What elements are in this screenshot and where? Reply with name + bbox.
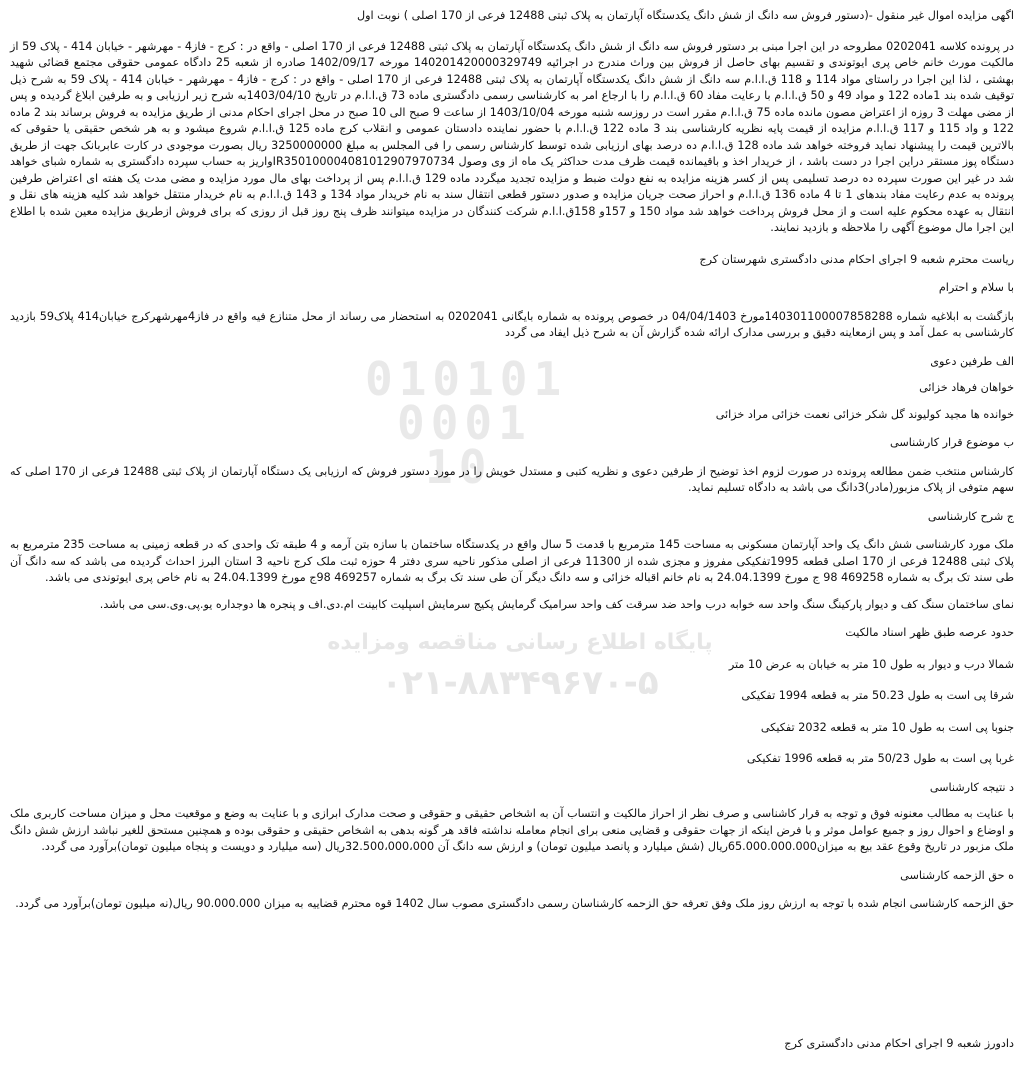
signature-line: دادورز شعبه 9 اجرای احکام مدنی دادگستری کرج — [784, 1037, 1014, 1050]
defendants: خوانده ها مجید کولیوند گل شکر خزائی نعمت خزائی مراد خزائی — [715, 407, 1014, 421]
building-specs: نمای ساختمان سنگ کف و دیوار پارکینگ سنگ واحد سه خوابه درب واحد ضد سرقت کف واحد سرامیک گرمایش پکیج سرمایش اسپلیت کابینت ام.دی.اف و پنجره ها دوجداره یو.پی.وی.سی می باشد. — [99, 597, 1014, 611]
fee-paragraph: حق الزحمه کارشناسی انجام شده با توجه به ارزش روز ملک وفق تعرفه حق الزحمه کارشناسان رسمی دادگستری مصوب سال 1402 قوه محترم قضاییه به میزان 90.000.000 ریال(نه میلیون تومان)برآورد می گردد. — [15, 897, 1014, 910]
section-parties-heading: الف طرفین دعوی — [930, 354, 1014, 368]
boundary-south: جنوبا پی است به طول 10 متر به قطعه 2032 تفکیکی — [760, 720, 1014, 734]
watermark-phone: ۰۲۱-۸۸۳۴۹۶۷۰-۵ — [381, 663, 659, 703]
document-content — [10, 8, 1014, 913]
boundary-east: شرقا پی است به طول 50.23 متر به قطعه 1994 تفکیکی — [741, 689, 1014, 702]
section-fee-heading: ه حق الزحمه کارشناسی — [900, 868, 1014, 882]
section-subject-heading: ب موضوع قرار کارشناسی — [890, 436, 1014, 449]
greeting: با سلام و احترام — [938, 281, 1014, 294]
description-paragraph: ملک مورد کارشناسی شش دانگ یک واحد آپارتمان مسکونی به مساحت 145 مترمربع با قدمت 5 سال واقع در یکدستگاه ساختمان با سازه بتن آرمه و 4 طبقه تک واحدی که در قطعه زمینی به مساحت 235 مترمربع به پلاک ثبتی 12488 فرعی از 170 اصلی قطعه 1995تفکیکی مفروز و مجزی شده از 11300 فرعی از اصلی مذکور ناحیه سری دفتر 4 حوزه ثبت ملک کرج ناحیه 3 استان البرز احداث گردیده می باشد که سه دانگ آن طی سند تک برگ به شماره 469258 98 ج مورخ 24.04.1399 به نام خانم اقباله خزائی و سه دانگ دیگر آن طی سند تک برگ به شماره 469257 98ج مورخ 24.04.1399 به نام خاص پری ایوتوندی می باشد. — [10, 538, 1015, 584]
boundaries-heading: حدود عرصه طبق ظهر اسناد مالکیت — [845, 626, 1014, 639]
notice-body: در پرونده کلاسه 0202041 مطروحه در این اجرا مبنی بر دستور فروش سه دانگ از شش دانگ یکدستگاه آپارتمان به پلاک ثبتی 12488 فرعی از 170 اصلی - واقع در : کرج - فاز4 - مهرشهر - خیابان 414 - پلاک 59 از مالکیت مورث خانم خاص پری ایوتوندی و تقسیم بهای حاصل از فروش بین وراث مندرج در اجرائیه 140201420000329749 مورخه 1402/09/17 صادره از شعبه 25 دادگاه عمومی حقوقی مجتمع قضائی شهید بهشتی ، لذا این اجرا در راستای مواد 114 و 118 ق.ا.ا.م سه دانگ از شش دانگ یکدستگاه آپارتمان به پلاک ثبتی 12488 فرعی از 170 اصلی - واقع در : کرج - فاز4 - مهرشهر - خیابان 414 - پلاک 59 به شرح ذیل توقیف شده بند 1ماده 122 و مواد 49 و 50 ق.ا.ا.م با رعایت مفاد 60 ق.ا.ا.م را با ارجاع امر به کارشناسی رسمی دادگستری ماده 73 ق.ا.ا.م در تاریخ 1403/04/10به شرح زیر ارزیابی و به طرفین ابلاغ گردیده و پس از مضی مهلت 3 روزه از اعتراض مصون مانده ماده 75 ق.ا.ا.م مقرر است در روزسه شنبه مورخه 1403/10/04 از ساعت 9 صبح الی 10 صبح در محل اجرای احکام مدنی از طریق مزایده به فروش برساند بند 2 ماده 122 و واد 115 و 117 ق.ا.ا.م مزایده از قیمت پایه نظریه کارشناسی بند 3 ماده 122 ق.ا.ا.م با حضور نماینده دادستان عمومی و انقلاب کرج ماده 125 ق.ا.ا.م شروع میشود و به هر شخص حقیقی یا حقوقی که بالاترین قیمت را پیشنهاد نماید فروخته خواهد شد ماده 128 ق.ا.ا.م ده درصد بهای ارزیابی شده توسط کارشناس رسمی را فی المجلس به مبلغ 3250000000 ریال بصورت موجودی در کارت عابربانک جهت از طریق دستگاه پوز مستقر دراین اجرا در دست باشد ، از خریدار اخذ و باقیمانده قیمت ظرف مدت حداکثر یک ماه از وی وصول IR350100004081012907970734واریز به حساب سپرده دادگستری به شماره شبای خواهد شد در غیر این صورت سپرده ده درصد تسلیمی پس از کسر هزینه مزایده به نفع دولت ضبط و مزایده تجدید میگردد ماده 129 ق.ا.ا.م پس از پرداخت بهای مال مورد مزایده و مضی مدت یک هفته ای اعتراض طرفین پرونده به عدم رعایت مفاد بندهای 1 تا 4 ماده 136 ق.ا.ا.م و احراز صحت جریان مزایده و صدور دستور قطعی انتقال سند به نام خریدار مواد 134 و 143 ق.ا.ا.م به نام خریدار منتقل خواهد شد کلیه هزینه های نقل و انتقال به عهده محکوم علیه است و از محل فروش پرداخت خواهد شد مواد 150 و 157و 158ق.ا.ا.م شرکت کنندگان در مزایده میتوانند ظرف پنج روز قبل از روزی که برای فروش ازطریق مزایده معین شده با اطلاع این اجرا مال موضوع آگهی را ملاحظه و بازدید نمایند. — [10, 39, 1015, 234]
watermark-digits-line: 10 — [425, 440, 493, 494]
subject-paragraph: کارشناس منتخب ضمن مطالعه پرونده در صورت لزوم اخذ توضیح از طرفین دعوی و نظریه کتبی و مستدل خویش را در مورد دستور فروش که ارزیابی یک دستگاه آپارتمان از پلاک ثبتی 12488 فرعی از 170 اصلی که سهم متوفی از پلاک مزبور(مادر)3دانگ می باشد به دادگاه تسلیم نماید. — [10, 464, 1014, 494]
watermark-text: پایگاه اطلاع رسانی مناقصه ومزایده — [327, 630, 713, 655]
addressee: ریاست محترم شعبه 9 اجرای احکام مدنی دادگستری شهرستان کرج — [699, 252, 1014, 266]
result-paragraph: با عنایت به مطالب معنونه فوق و توجه به قرار کاشناسی و صرف نظر از احراز مالکیت و انتساب آن به اشخاص حقیقی و حقوقی و صحت مدارک ابرازی و با عنایت به وضع و موقعیت محل و میزان مساحت کاربری ملک و اوضاع و احوال روز و جمیع عوامل موثر و با فرض اینکه از جهات حقوقی و قضایی منعی برای انجام معامله نداشته فاقد هر گونه بدهی به اشخاص حقیقی و حقوقی بوده و همچنین مستحق للغیر نباشد ارزش شش دانگ ملک مزبور در تاریخ وقوع عقد بیع به میزان65.000.000.000ریال (شش میلیارد و پانصد میلیون تومان) و ارزش سه دانگ آن 32.500،000،000ریال (سه میلیارد و دویست و پنجاه میلیون تومان)برآورد می گردد. — [10, 807, 1014, 853]
boundary-west: غربا پی است به طول 50/23 متر به قطعه 1996 تفکیکی — [746, 752, 1014, 765]
notice-title: اگهی مزایده اموال غیر منقول -(دستور فروش سه دانگ از شش دانگ یکدستگاه آپارتمان به پلاک ثبتی 12488 فرعی از 170 اصلی ) نوبت اول — [356, 9, 1014, 22]
plaintiff: خواهان فرهاد خزائی — [919, 381, 1014, 394]
section-result-heading: د نتیجه کارشناسی — [929, 780, 1014, 794]
boundary-north: شمالا درب و دیوار به طول 10 متر به خیابان به عرض 10 متر — [728, 657, 1014, 671]
watermark-digits-line: 010101 — [365, 352, 568, 406]
section-description-heading: ج شرح کارشناسی — [927, 509, 1014, 523]
watermark-digits-line: 0001 — [397, 396, 532, 450]
reference-paragraph: بازگشت به ابلاغیه شماره 140301100007858288مورخ 04/04/1403 در خصوص پرونده به شماره بایگانی 0202041 به استحضار می رساند از محل متنازع فیه واقع در فاز4مهرشهرکرج خیابان414 پلاک59 بازدید کارشناسی به عمل آمد و پس ازمعاینه دقیق و بررسی مدارک ارائه شده گزارش آن به شرح ذیل ایفاد می گردد — [10, 309, 1014, 339]
